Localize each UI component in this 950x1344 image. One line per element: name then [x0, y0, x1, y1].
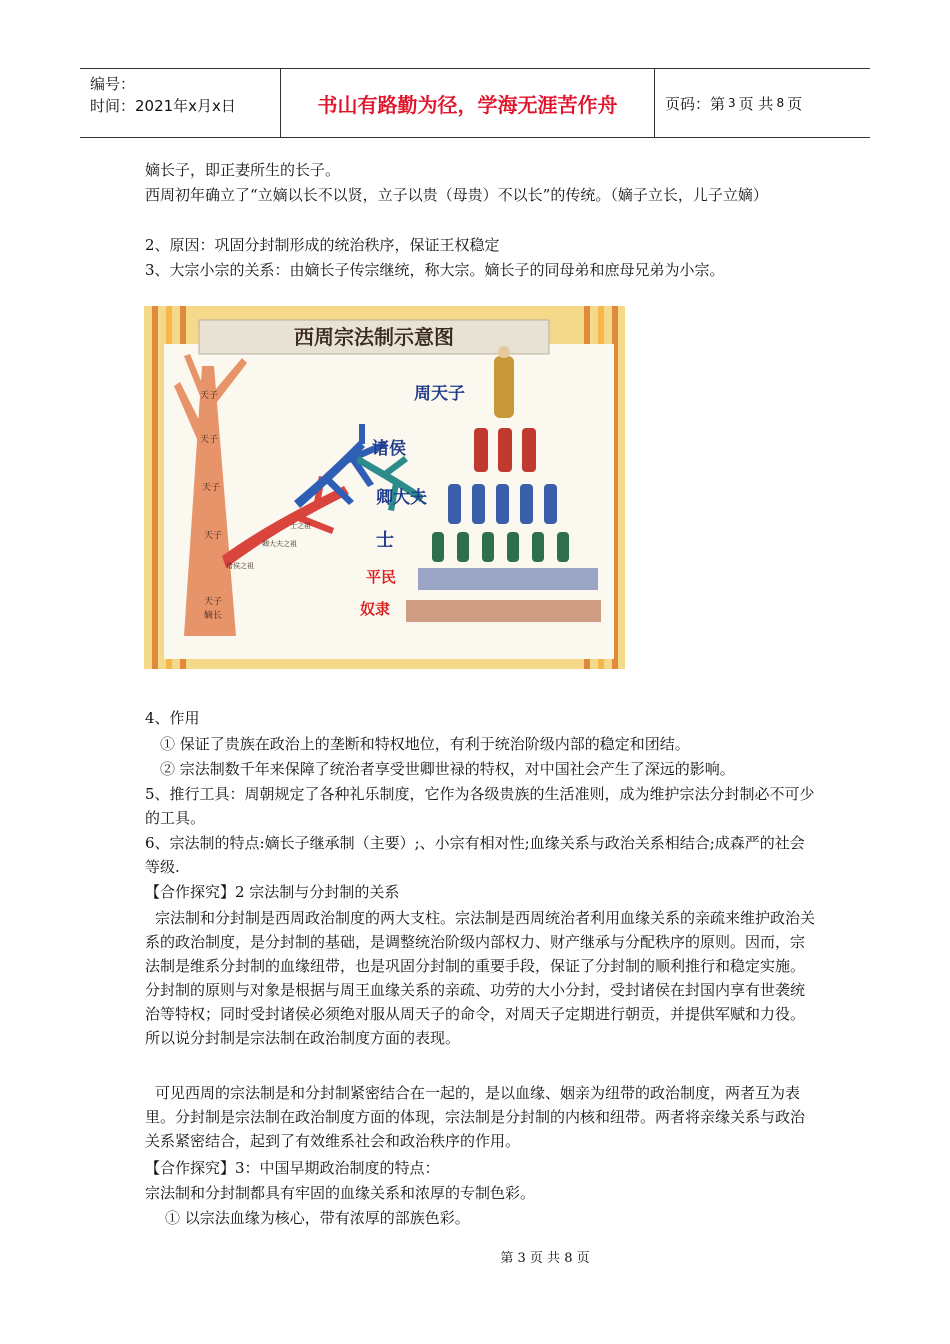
para-line: 6、宗法制的特点:嫡长子继承制（主要）;、小宗有相对性;血缘关系与政治关系相结合;成森严的社会等级.	[145, 834, 805, 876]
figures-nuli	[406, 600, 601, 622]
page-indicator	[655, 69, 870, 137]
para-line: 5、推行工具：周朝规定了各种礼乐制度，它作为各级贵族的生活准则，成为维护宗法分封制必不可少的工具。	[145, 785, 815, 827]
para-line: 3、大宗小宗的关系：由嫡长子传宗继统，称大宗。嫡长子的同母弟和庶母兄弟为小宗。	[145, 261, 725, 279]
page-num: 3	[728, 96, 736, 110]
level-label: 周天子	[414, 384, 465, 404]
para-line: 2、原因：巩固分封制形成的统治秩序，保证王权稳定	[145, 236, 500, 254]
para-line: 4、作用	[145, 709, 200, 727]
page-total: 8	[776, 96, 785, 110]
para-line: 【合作探究】2 宗法制与分封制的关系	[145, 883, 400, 901]
figures-pingmin	[418, 568, 598, 590]
para-line: ② 宗法制数千年来保障了统治者享受世卿世禄的特权，对中国社会产生了深远的影响。	[160, 760, 735, 778]
page-prefix: 页码：第	[665, 94, 726, 113]
branch-label: 诸侯之祖	[226, 562, 254, 570]
page-footer: 第 3 页 共 8 页	[500, 1251, 590, 1266]
zongfa-diagram	[144, 306, 625, 669]
level-label: 平民	[366, 568, 397, 586]
trunk-base-label: 嫡长	[204, 611, 223, 621]
trunk-label: 天子	[200, 391, 219, 401]
level-label: 卿大夫	[376, 488, 427, 508]
trunk-label: 天子	[202, 483, 221, 493]
para-line: ① 保证了贵族在政治上的垄断和特权地位，有利于统治阶级内部的稳定和团结。	[160, 735, 690, 753]
trunk-label: 天子	[204, 531, 223, 541]
level-label: 诸侯	[372, 439, 406, 459]
level-label: 奴隶	[360, 600, 391, 618]
para-line: 可见西周的宗法制是和分封制紧密结合在一起的，是以血缘、姻亲为纽带的政治制度，两者互为表里。分封制是宗法制在政治制度方面的体现，宗法制是分封制的内核和纽带。两者将亲缘关系与政治关系紧密结合，起到了有效维系社会和政治秩序的作用。	[145, 1084, 806, 1150]
figures-zhuhou	[474, 428, 536, 472]
trunk-label: 天子	[204, 597, 223, 607]
page-mid: 页 共	[738, 94, 774, 113]
branch-label: 士之祖	[290, 522, 311, 530]
para-line: 宗法制和分封制是西周政治制度的两大支柱。宗法制是西周统治者利用血缘关系的亲疏来维护政治关系的政治制度，是分封制的基础，是调整统治阶级内部权力、财产继承与分配秩序的原则。因而，宗法制是维系分封制的血缘纽带，也是巩固分封制的重要手段，保证了分封制的顺利推行和稳定实施。分封制的原则与对象是根据与周王血缘关系的亲疏、功劳的大小分封，受封诸侯在封国内享有世袭统治等特权；同时受封诸侯必须绝对服从周天子的命令，对周天子定期进行朝贡，并提供军赋和力役。所以说分封制是宗法制在政治制度方面的表现。	[145, 909, 816, 1047]
header-info	[80, 69, 280, 137]
para-line: 【合作探究】3：中国早期政治制度的特点：	[145, 1159, 440, 1177]
para-line: ① 以宗法血缘为核心，带有浓厚的部族色彩。	[165, 1209, 470, 1227]
diagram-svg	[144, 306, 625, 669]
page-suffix: 页	[787, 94, 803, 113]
motto: 书山有路勤为径，学海无涯苦作舟	[280, 69, 655, 137]
para-line: 西周初年确立了“立嫡以长不以贤，立子以贵（母贵）不以长”的传统。（嫡子立长，儿子立嫡）	[145, 186, 768, 204]
trunk-label: 天子	[200, 435, 219, 445]
time-label: 时间：2021年x月x日	[90, 97, 236, 115]
level-label: 士	[376, 530, 394, 551]
branch-label: 卿大夫之祖	[262, 540, 297, 548]
page-header	[80, 68, 870, 138]
para-line: 嫡长子，即正妻所生的长子。	[145, 161, 341, 179]
number-label: 编号：	[90, 75, 136, 93]
para-line: 宗法制和分封制都具有牢固的血缘关系和浓厚的专制色彩。	[145, 1184, 536, 1202]
diagram-title: 西周宗法制示意图	[294, 325, 454, 349]
